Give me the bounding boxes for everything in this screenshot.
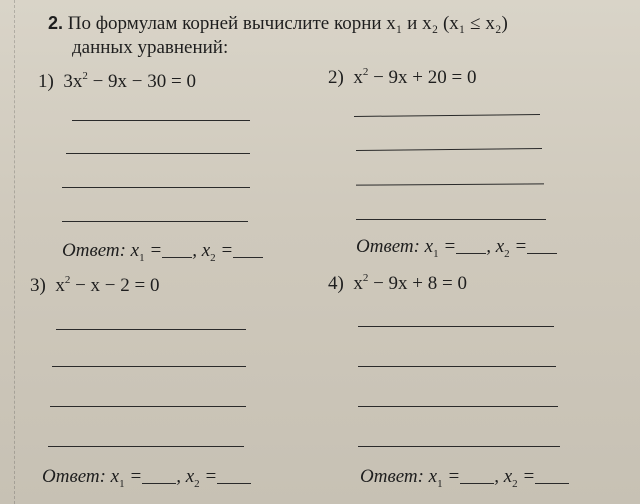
- answer-label: Ответ:: [42, 466, 106, 487]
- problem-label-3: 3): [30, 275, 46, 296]
- x2-blank[interactable]: [535, 483, 569, 484]
- task-number: 2.: [48, 13, 64, 33]
- equation-4: 4) $x^2 - 9x + 8 = 0$: [328, 272, 467, 294]
- answer-line[interactable]: [50, 406, 246, 407]
- answer-3: Ответ: $x_1$ = , $x_2$ =: [42, 466, 251, 490]
- equation-2-rest: − 9x + 20 = 0: [368, 67, 477, 88]
- equation-1-lead: 3x: [63, 71, 83, 92]
- answer-line[interactable]: [356, 183, 544, 185]
- x1-blank[interactable]: [460, 483, 494, 484]
- problem-label-1: 1): [38, 71, 54, 92]
- answer-line[interactable]: [356, 148, 542, 151]
- x1-blank[interactable]: [142, 483, 176, 484]
- x2-blank[interactable]: [527, 253, 557, 254]
- x1-blank[interactable]: [456, 253, 486, 254]
- task-title-line2: данных уравнений:: [72, 37, 229, 58]
- equation-3: 3) $x^2 - x - 2 = 0$: [30, 274, 160, 296]
- x1-blank[interactable]: [162, 257, 192, 258]
- answer-line[interactable]: [48, 446, 244, 447]
- answer-label: Ответ:: [360, 466, 424, 487]
- answer-line[interactable]: [62, 221, 248, 222]
- answer-label: Ответ:: [356, 236, 420, 257]
- answer-line[interactable]: [66, 153, 250, 154]
- answer-line[interactable]: [354, 114, 540, 117]
- problem-label-2: 2): [328, 67, 344, 88]
- margin-line: [14, 0, 23, 504]
- answer-line[interactable]: [52, 366, 246, 367]
- answer-line[interactable]: [56, 329, 246, 330]
- answer-1: Ответ: $x_1$ = , $x_2$ =: [62, 240, 263, 264]
- equation-4-lead: x: [353, 273, 363, 294]
- answer-4: Ответ: $x_1$ = , $x_2$ =: [360, 466, 569, 490]
- equation-4-rest: − 9x + 8 = 0: [368, 273, 467, 294]
- answer-line[interactable]: [356, 219, 546, 220]
- equation-2-lead: x: [353, 67, 363, 88]
- problem-label-4: 4): [328, 273, 344, 294]
- answer-line[interactable]: [358, 366, 556, 367]
- x2-blank[interactable]: [217, 483, 251, 484]
- equation-1-rest: − 9x − 30 = 0: [87, 71, 196, 92]
- answer-line[interactable]: [62, 187, 250, 188]
- answer-line[interactable]: [358, 406, 558, 407]
- task-title-line1: По формулам корней вычислите корни x₁ и x₂ (x₁ ≤ x₂): [67, 13, 508, 34]
- answer-line[interactable]: [358, 326, 554, 327]
- task-title: [48, 12, 508, 35]
- equation-2: 2) $x^2 - 9x + 20 = 0$: [328, 66, 477, 88]
- equation-3-rest: − x − 2 = 0: [70, 275, 160, 296]
- answer-label: Ответ:: [62, 240, 126, 261]
- answer-line[interactable]: [358, 446, 560, 447]
- x2-blank[interactable]: [233, 257, 263, 258]
- equation-3-lead: x: [55, 275, 65, 296]
- answer-line[interactable]: [72, 120, 250, 121]
- answer-2: Ответ: $x_1$ = , $x_2$ =: [356, 236, 557, 260]
- equation-1: 1) $3x^2 - 9x - 30 = 0$: [38, 70, 196, 92]
